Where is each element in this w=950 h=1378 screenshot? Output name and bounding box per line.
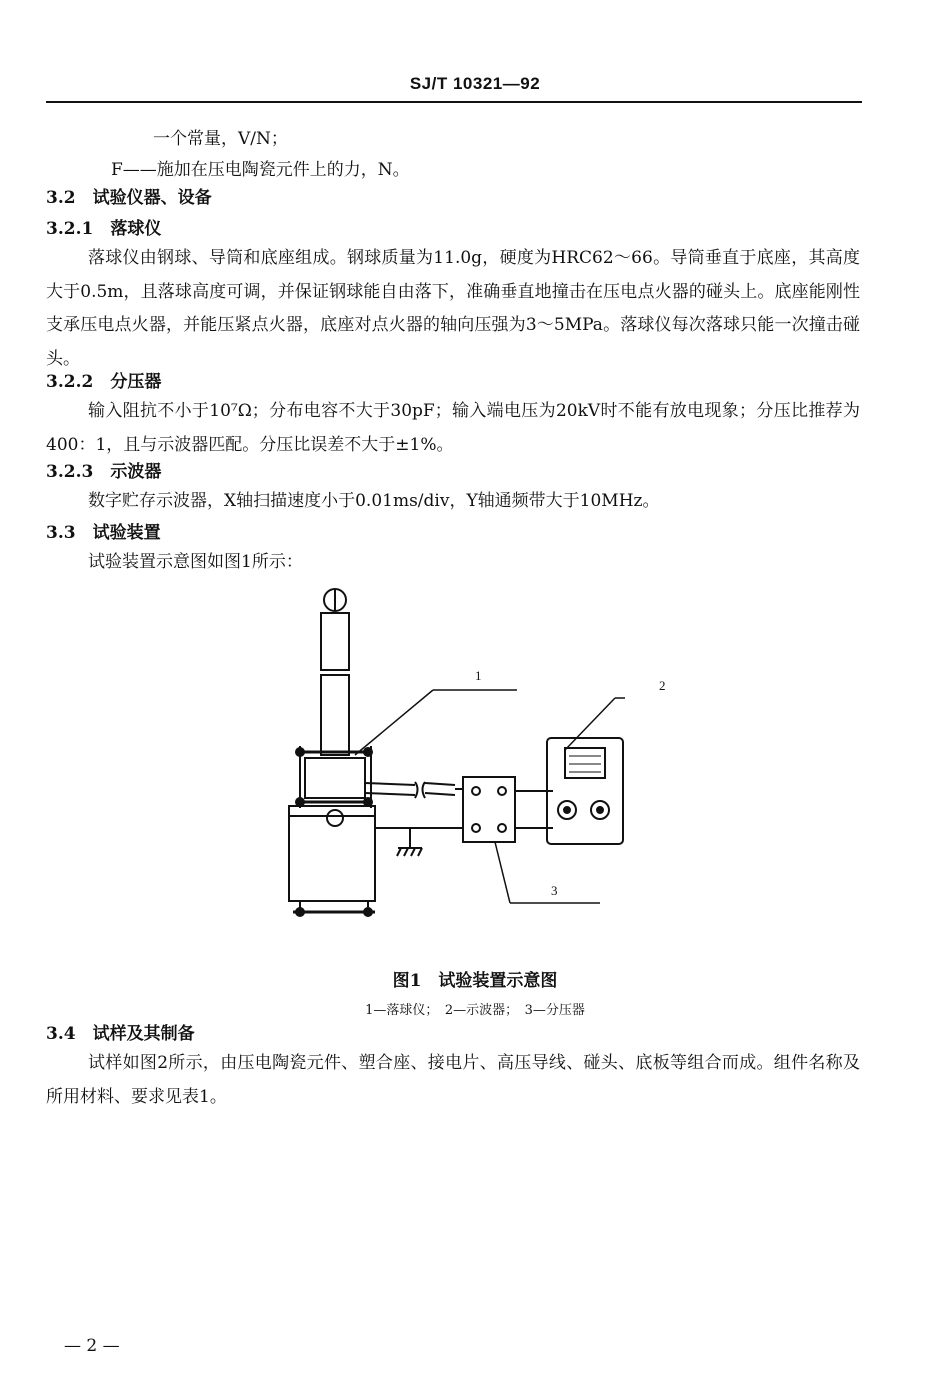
section-3-2-2-paragraph: 输入阻抗不小于10⁷Ω；分布电容不大于30pF；输入端电压为20kV时不能有放电现象；分压比推荐为400：1，且与示波器匹配。分压比误差不大于±1%。 (46, 401, 860, 455)
formula-note-constant: 一个常量，V/N； (153, 129, 288, 149)
high-voltage-lead (365, 782, 463, 798)
figure-caption: 图1 试验装置示意图 (392, 971, 558, 991)
oscilloscope (515, 738, 623, 844)
section-3-2-heading: 3.2 试验仪器、设备 (46, 188, 212, 208)
section-3-2-1-heading: 3.2.1 落球仪 (46, 219, 162, 239)
figure-legend: 1—落球仪； 2—示波器； 3—分压器 (365, 1003, 585, 1018)
callout-label-3: 3 (551, 883, 558, 898)
section-3-2-2-heading: 3.2.2 分压器 (46, 372, 162, 392)
document-header: SJ/T 10321—92 (409, 74, 541, 93)
section-3-3-paragraph: 试验装置示意图如图1所示： (88, 552, 303, 572)
test-apparatus-diagram (255, 580, 666, 925)
page-number: — 2 — (64, 1336, 120, 1356)
section-3-4-heading: 3.4 试样及其制备 (46, 1024, 195, 1044)
formula-note-force: F——施加在压电陶瓷元件上的力，N。 (111, 160, 410, 180)
section-3-3-heading: 3.3 试验装置 (46, 523, 161, 543)
section-3-2-3-paragraph: 数字贮存示波器，X轴扫描速度小于0.01ms/div，Y轴通频带大于10MHz。 (88, 491, 660, 511)
section-3-2-1-paragraph: 落球仪由钢球、导筒和底座组成。钢球质量为11.0g，硬度为HRC62～66。导筒垂直于底座，其高度大于0.5m，且落球高度可调，并保证钢球能自由落下，准确垂直地撞击在压电点火器的碰头上。底座能刚性支承压电点火器，并能压紧点火器，底座对点火器的轴向压强为3～5MPa。落球仪每次落球只能一次撞击碰头。 (46, 248, 860, 369)
callout-label-2: 2 (659, 678, 666, 693)
drop-ball-tester (289, 589, 375, 916)
leader-lines (355, 690, 625, 903)
ground-connection (375, 828, 463, 856)
section-3-2-3-heading: 3.2.3 示波器 (46, 462, 162, 482)
voltage-divider (463, 777, 515, 842)
header-rule (46, 101, 862, 103)
callout-label-1: 1 (475, 668, 482, 683)
section-3-4-paragraph: 试样如图2所示，由压电陶瓷元件、塑合座、接电片、高压导线、碰头、底板等组合而成。组件名称及所用材料、要求见表1。 (46, 1053, 860, 1107)
